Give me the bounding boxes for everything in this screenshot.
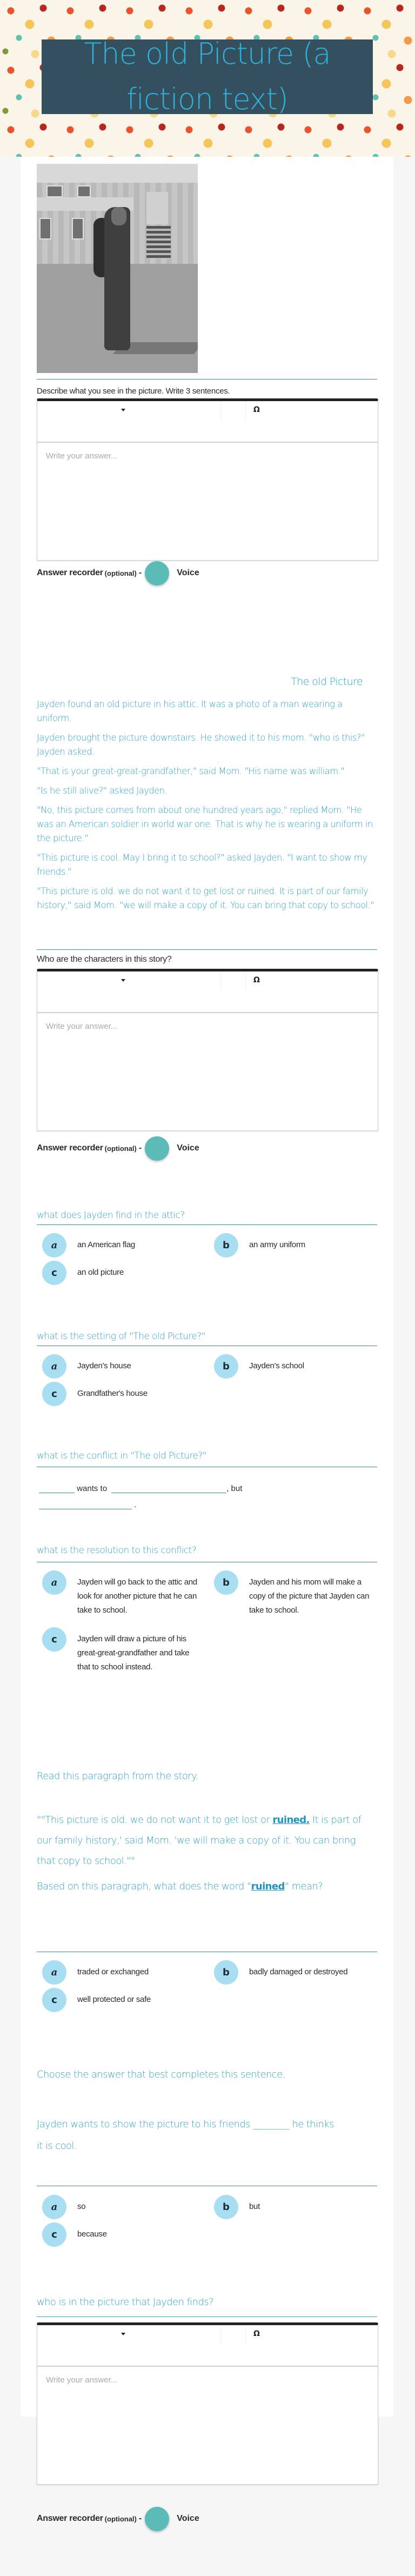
- option-a[interactable]: [37, 1354, 205, 1379]
- soldier-photo: [37, 164, 198, 373]
- option-c[interactable]: [37, 2222, 205, 2247]
- dropdown-caret-icon: [121, 979, 125, 982]
- divider: [37, 949, 377, 950]
- option-text: an army uniform: [249, 1240, 305, 1249]
- question-4-prompt: what is the setting of "The old Picture?": [37, 1331, 205, 1342]
- format-dropdown[interactable]: [37, 971, 221, 991]
- answer-textarea[interactable]: [37, 1013, 378, 1130]
- option-a[interactable]: [37, 1233, 205, 1257]
- option-c[interactable]: [37, 1988, 205, 2012]
- question-2-prompt: Who are the characters in this story?: [37, 955, 172, 964]
- option-letter-b: b: [214, 2195, 238, 2219]
- toolbar-button[interactable]: [221, 971, 246, 991]
- question-5-fill-in-line-2: [37, 1497, 377, 1509]
- option-letter-a: a: [42, 1233, 66, 1257]
- answer-textarea[interactable]: [37, 443, 378, 560]
- option-letter-c: c: [42, 1261, 66, 1285]
- question-8-options: [37, 2195, 377, 2247]
- option-c[interactable]: [37, 1261, 205, 1285]
- question-9-editor: [37, 2322, 378, 2485]
- option-letter-b: b: [214, 1570, 238, 1595]
- toolbar-button[interactable]: [221, 2325, 246, 2345]
- question-7-options: [37, 1960, 377, 2012]
- prompt-text: Based on this paragraph, what does the word ": [37, 1881, 251, 1892]
- blank-character[interactable]: [39, 1481, 75, 1493]
- option-letter-c: c: [42, 1627, 66, 1652]
- story-title: The old Picture: [291, 676, 363, 688]
- fill-text: wants to: [77, 1484, 108, 1493]
- question-1-prompt: Describe what you see in the picture. Write 3 sentences.: [37, 387, 230, 396]
- story-paragraph: Jayden found an old picture in his attic. It was a photo of a man wearing a uniform.: [37, 699, 343, 723]
- photo-window: [72, 218, 84, 239]
- answer-textarea[interactable]: [37, 2367, 378, 2484]
- option-text: Jayden's school: [249, 1361, 304, 1370]
- question-8-intro: Choose the answer that best completes this sentence.: [37, 2069, 285, 2080]
- fill-text: .: [134, 1500, 137, 1509]
- recorder-optional: (optional): [104, 2514, 137, 2523]
- option-letter-c: c: [42, 1382, 66, 1406]
- story-paragraph: "This picture is old. we do not want it to get lost or ruined. It is part of our family history," said Mom. "we will make a copy of it. You can bring that copy to school.": [37, 886, 374, 910]
- recorder-dash: -: [138, 2514, 142, 2523]
- option-letter-b: b: [214, 1960, 238, 1985]
- option-letter-a: a: [42, 1354, 66, 1379]
- divider: [37, 379, 377, 380]
- option-text: so: [77, 2202, 86, 2211]
- recorder-label: Answer recorder: [37, 2514, 103, 2523]
- option-letter-c: c: [42, 2222, 66, 2247]
- record-voice-button[interactable]: [145, 1136, 169, 1161]
- option-b[interactable]: [209, 1960, 377, 1985]
- option-c[interactable]: [37, 1627, 205, 1674]
- photo-soldier-head: [111, 207, 126, 225]
- voice-label: Voice: [177, 2514, 199, 2523]
- question-3-options: [37, 1233, 377, 1285]
- header-banner: [0, 0, 415, 157]
- option-text: Jayden will draw a picture of his great-great-grandfather and take that to school instead.: [77, 1634, 190, 1672]
- question-4-options: [37, 1354, 377, 1406]
- option-b[interactable]: [209, 1570, 377, 1618]
- toolbar-button[interactable]: [221, 401, 246, 421]
- story-paragraph: "Is he still alive?" asked Jayden.: [37, 786, 168, 796]
- question-5-prompt: what is the conflict in "The old Picture?": [37, 1450, 206, 1461]
- option-text: an old picture: [77, 1268, 124, 1277]
- option-letter-a: a: [42, 1960, 66, 1985]
- option-b[interactable]: [209, 1354, 377, 1379]
- option-text: but: [249, 2202, 260, 2211]
- option-letter-a: a: [42, 2195, 66, 2219]
- page-title: The old Picture (a fiction text): [84, 37, 331, 116]
- question-2-editor: [37, 969, 378, 1131]
- option-b[interactable]: [209, 2195, 377, 2219]
- story-paragraph: "That is your great-great-grandfather," said Mom. "His name was william.": [37, 766, 345, 776]
- question-1-editor: [37, 398, 378, 561]
- option-b[interactable]: [209, 1233, 377, 1257]
- special-character-icon[interactable]: Ω: [253, 405, 260, 414]
- question-7-quote: [37, 1810, 372, 1872]
- story-text: [37, 697, 376, 918]
- record-voice-button[interactable]: [145, 2507, 169, 2531]
- divider: [37, 1224, 377, 1225]
- photo-soldier: [104, 207, 130, 350]
- voice-label: Voice: [177, 1143, 199, 1153]
- option-text: an American flag: [77, 1240, 135, 1249]
- answer-recorder: [37, 561, 199, 585]
- special-character-icon[interactable]: Ω: [253, 976, 260, 984]
- quote-text: ""This picture is old. we do not want it to get lost or: [37, 1814, 273, 1826]
- blank-problem[interactable]: [39, 1497, 132, 1509]
- photo-window: [39, 218, 51, 239]
- question-6-prompt: what is the resolution to this conflict?: [37, 1545, 197, 1556]
- photo-stairs: [146, 226, 171, 258]
- record-voice-button[interactable]: [145, 561, 169, 585]
- option-text: Jayden's house: [77, 1361, 131, 1370]
- blank-action[interactable]: [111, 1481, 226, 1493]
- recorder-label: Answer recorder: [37, 1143, 103, 1153]
- question-6-options: [37, 1570, 377, 1674]
- recorder-label: Answer recorder: [37, 568, 103, 577]
- option-text: Jayden will go back to the attic and look for another picture that he can take to school.: [77, 1577, 197, 1615]
- editor-toolbar: [37, 2325, 378, 2367]
- option-text: badly damaged or destroyed: [249, 1967, 348, 1976]
- recorder-optional: (optional): [104, 569, 137, 577]
- photo-door: [146, 192, 168, 224]
- option-letter-a: a: [42, 1570, 66, 1595]
- story-paragraph: "No, this picture comes from about one hundred years ago," replied Mom. "He was an American soldier in world war one. That is why he is wearing a uniform in the picture.": [37, 805, 373, 843]
- answer-recorder: [37, 2506, 199, 2531]
- question-9-prompt: who is in the picture that Jayden finds?: [37, 2297, 213, 2308]
- photo-roof: [37, 164, 198, 183]
- voice-label: Voice: [177, 568, 199, 577]
- question-5-fill-in: [37, 1481, 377, 1493]
- prompt-text: " mean?: [284, 1881, 323, 1892]
- recorder-dash: -: [138, 568, 142, 577]
- story-paragraph: Jayden brought the picture downstairs. He showed it to his mom. "who is this?" Jayden asked.: [37, 733, 365, 757]
- highlighted-word: ruined: [251, 1881, 285, 1892]
- title-box: [42, 39, 373, 114]
- editor-toolbar: [37, 971, 378, 1013]
- recorder-dash: -: [138, 1143, 142, 1153]
- photo-window: [77, 185, 91, 197]
- format-dropdown[interactable]: [37, 2325, 221, 2345]
- format-dropdown[interactable]: [37, 401, 221, 421]
- option-text: well protected or safe: [77, 1995, 151, 2004]
- highlighted-word: ruined.: [272, 1814, 310, 1826]
- story-paragraph: "This picture is cool. May I bring it to school?" asked Jayden. "I want to show my friends.": [37, 853, 367, 877]
- question-7-prompt: [37, 1876, 372, 1898]
- editor-toolbar: [37, 401, 378, 443]
- dropdown-caret-icon: [121, 409, 125, 411]
- option-letter-c: c: [42, 1988, 66, 2012]
- quote-text: It is part of our family history,' said Mom. 'we will make a copy of it. You can bring that copy to school."": [37, 1814, 362, 1867]
- option-text: traded or exchanged: [77, 1967, 149, 1976]
- option-letter-b: b: [214, 1354, 238, 1379]
- option-a[interactable]: [37, 1960, 205, 1985]
- option-text: Jayden and his mom will make a copy of the picture that Jayden can take to school.: [249, 1577, 370, 1615]
- answer-recorder: [37, 1136, 199, 1161]
- fill-text: , but: [226, 1484, 243, 1493]
- question-7-intro: Read this paragraph from the story.: [37, 1770, 198, 1782]
- dropdown-caret-icon: [121, 2333, 125, 2335]
- photo-window: [46, 185, 63, 197]
- special-character-icon[interactable]: Ω: [253, 2329, 260, 2338]
- option-a[interactable]: [37, 2195, 205, 2219]
- option-text: because: [77, 2229, 107, 2239]
- option-a[interactable]: [37, 1570, 205, 1618]
- recorder-optional: (optional): [104, 1144, 137, 1153]
- question-3-prompt: what does Jayden find in the attic?: [37, 1210, 185, 1221]
- option-letter-b: b: [214, 1233, 238, 1257]
- option-c[interactable]: [37, 1382, 205, 1406]
- worksheet-card: [21, 157, 393, 2523]
- option-text: Grandfather's house: [77, 1389, 148, 1398]
- question-8-sentence: Jayden wants to show the picture to his friends ________ he thinks it is cool.: [37, 2119, 334, 2152]
